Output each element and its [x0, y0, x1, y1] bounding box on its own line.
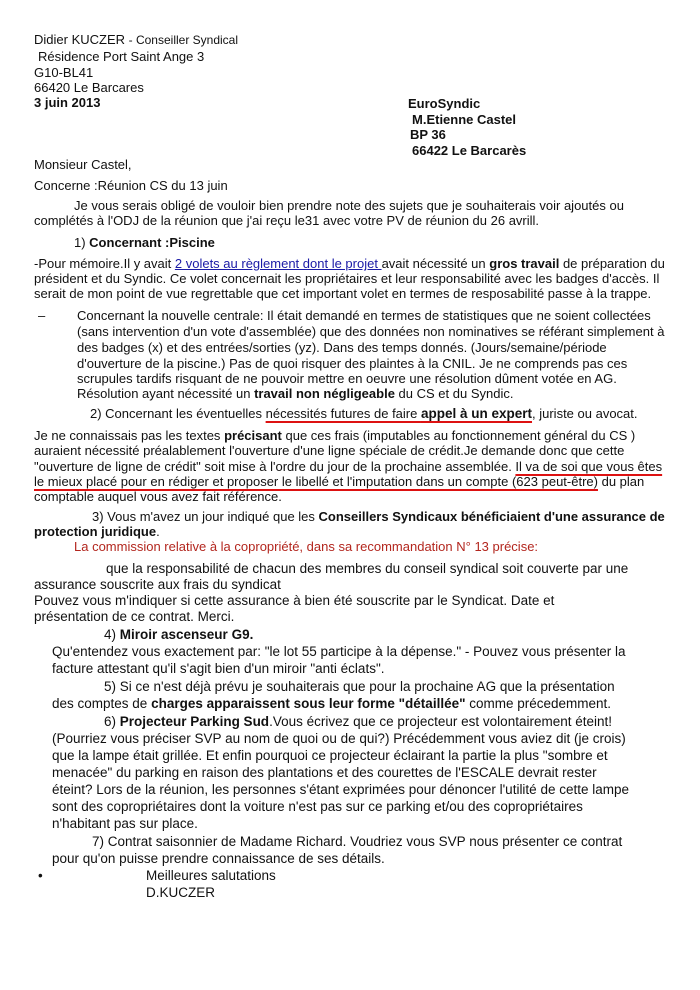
s6-line-2: que la lampe était grillée. Et enfin pourquoi ce projecteur éclairant la partie la plus "sombre et: [52, 748, 608, 763]
s1-memo-text-c: de préparation du: [559, 256, 665, 271]
s4-line-1: Qu'entendez vous exactement par: "le lot 55 participe à la dépense." - Pouvez vous présenter la: [52, 644, 626, 659]
s2-para-line-3: [34, 459, 662, 475]
s1-memo-line-3: serait de mon point de vue regrettable que cet important volet en termes de resposabilité passe à la trappe.: [34, 286, 652, 301]
s3-quote-line-2: assurance souscrite aux frais du syndicat: [34, 577, 281, 592]
s2-text-b: que ces frais (imputables au fonctionnement général du CS ): [281, 428, 636, 443]
s6-line-1: (Pourriez vous préciser SVP au nom de quoi ou de qui?) Précédemment vous aviez dit (je crois): [52, 731, 626, 746]
s2-underlined: [266, 406, 532, 421]
s2-text-3: "ouverture de ligne de crédit" soit mise à l'ordre du jour de la prochaine assemblée.: [34, 459, 516, 474]
s2-expert-bold: appel à un expert: [420, 406, 533, 421]
s4-number: 4): [104, 627, 120, 642]
s6-line-6: n'habitant pas sur place.: [52, 816, 198, 831]
letter-date: 3 juin 2013: [34, 95, 101, 110]
s1-centrale-text: Résolution ayant nécessité un: [77, 386, 255, 401]
s2-underlined-text: nécessités futures de faire: [265, 406, 421, 421]
s1-centrale-line-5: scrupules tardifs risquant de ne pouvoir mettre en oeuvre une résolution dûment votée en AG.: [77, 371, 617, 386]
s2-text: Je ne connaissais pas les textes: [34, 428, 225, 443]
closing-bullet: •: [38, 868, 43, 883]
s1-centrale-line-4: d'ouverture de la piscine.) Pas de quoi risquer des plaintes à la CNIL. Je ne comprends pas ces: [77, 356, 628, 371]
s2-bold: précisant: [224, 428, 282, 443]
s6-line-5: sont des copropriétaires dont la voiture n'est pas sur ce parking et/ou des copropriétaires: [52, 799, 583, 814]
salutation: Monsieur Castel,: [34, 157, 132, 172]
s1-centrale-line-2: (sans intervention d'un vote d'assemblée) que des données non nominatives se référant simplement à: [77, 324, 665, 339]
section-1-number: 1): [74, 235, 90, 250]
s3-bold-2: protection juridique: [34, 524, 157, 539]
s6-line-4: éteint? Lors de la réunion, les personnes s'étant exprimées pour dénoncer l'utilité de cette lampe: [52, 782, 629, 797]
s3-text: 3) Vous m'avez un jour indiqué que les: [92, 509, 319, 524]
s3-commission: La commission relative à la copropriété, dans sa recommandation N° 13 précise:: [74, 539, 539, 554]
sender-unit: G10-BL41: [34, 65, 94, 80]
s6-line-3: menacée" du parking en raison des plantations et des courettes de l'ESCALE devrait rester: [52, 765, 597, 780]
sender-city: 66420 Le Barcares: [34, 80, 144, 95]
s1-centrale-line-6: [77, 386, 513, 402]
section-3-line-1: [92, 509, 665, 525]
s4-line-2: facture attestant qu'il s'agit bien d'un miroir "anti éclats".: [52, 661, 385, 676]
recipient-city: 66422 Le Barcarès: [412, 143, 527, 158]
s3-ask-line-1: Pouvez vous m'indiquer si cette assurance à bien été souscrite par le Syndicat. Date et: [34, 593, 555, 608]
sender-residence: Résidence Port Saint Ange 3: [38, 49, 205, 64]
s2-para-line-4: [34, 474, 644, 490]
recipient-person: M.Etienne Castel: [412, 112, 517, 127]
section-4-heading: [104, 627, 253, 643]
s5-line-2: [52, 696, 611, 712]
s4-title: Miroir ascenseur G9.: [119, 627, 254, 642]
s1-memo-line-2: président et du Syndic. Ce volet concernait les propriétaires et leur responsabilité avec les badges d'accès. Il: [34, 271, 660, 286]
s2-heading-tail: , juriste ou avocat.: [532, 406, 638, 421]
s3-dot: .: [156, 524, 160, 539]
s7-line-2: pour qu'on puisse prendre connaissance de ses détails.: [52, 851, 385, 866]
s1-memo-line-1: [34, 256, 665, 272]
s2-heading-text: 2) Concernant les éventuelles: [90, 406, 266, 421]
s1-memo-bold: gros travail: [489, 256, 560, 271]
s3-quote-line-1: que la responsabilité de chacun des membres du conseil syndical soit couverte par une: [106, 561, 629, 576]
s6-number: 6): [104, 714, 120, 729]
s6-heading-rest: .Vous écrivez que ce projecteur est volontairement éteint!: [269, 714, 613, 729]
section-1-title: Concernant :Piscine: [89, 235, 215, 250]
section-6-heading: [104, 714, 612, 730]
s6-title: Projecteur Parking Sud: [119, 714, 270, 729]
s2-para-line-2: auraient nécessité préalablement l'ouverture d'une ligne spéciale de crédit.Je demande donc que cette: [34, 443, 625, 458]
recipient-bp: BP 36: [410, 127, 446, 142]
sender-name-line: [34, 32, 238, 48]
s2-underlined-4: le mieux placé pour en rédiger et proposer le libellé et l'imputation dans un compte (623 peut-être): [34, 474, 598, 489]
intro-line-1: Je vous serais obligé de vouloir bien prendre note des sujets que je souhaiterais voir ajoutés ou: [74, 198, 624, 213]
s1-memo-text-b: avait nécessité un: [381, 256, 490, 271]
s1-memo-link[interactable]: 2 volets au règlement dont le projet: [174, 256, 382, 271]
signature: D.KUCZER: [146, 885, 216, 900]
s5-text: des comptes de: [52, 696, 152, 711]
s2-underlined-3: Il va de soi que vous êtes: [515, 459, 663, 474]
section-3-line-2: [34, 524, 160, 540]
s1-centrale-bold: travail non négligeable: [254, 386, 395, 401]
s3-bold-1: Conseillers Syndicaux bénéficiaient d'une assurance de: [318, 509, 665, 524]
section-2-heading: [90, 406, 638, 422]
s1-centrale-line-1: Concernant la nouvelle centrale: Il était demandé en termes de statistiques que ne soient collectées: [77, 308, 651, 323]
s5-bold: charges apparaissent sous leur forme "détaillée": [151, 696, 466, 711]
sender-role: - Conseiller Syndical: [128, 33, 239, 47]
s1-centrale-line-3: des badges (x) et des entrées/sorties (yz). Dans des temps donnés. (Jours/semaine/période: [77, 340, 607, 355]
s3-ask-line-2: présentation de ce contrat. Merci.: [34, 609, 235, 624]
sender-name: Didier KUCZER: [34, 32, 126, 47]
s2-para-line-1: [34, 428, 635, 444]
s1-bullet: –: [38, 308, 46, 323]
s2-text-4: du plan: [597, 474, 645, 489]
closing-text: Meilleures salutations: [146, 868, 276, 883]
recipient-company: EuroSyndic: [408, 96, 481, 111]
s1-memo-text: -Pour mémoire.Il y avait: [34, 256, 175, 271]
s2-para-line-5: comptable auquel vous avez fait référence.: [34, 489, 282, 504]
s7-line-1: 7) Contrat saisonnier de Madame Richard. Voudriez vous SVP nous présenter ce contrat: [92, 834, 623, 849]
s1-centrale-text-b: du CS et du Syndic.: [394, 386, 514, 401]
s5-text-b: comme précedemment.: [465, 696, 612, 711]
intro-line-2: complétés à l'ODJ de la réunion que j'ai reçu le31 avec votre PV de réunion du 26 avrill.: [34, 213, 540, 228]
section-1-heading: [74, 235, 215, 251]
s5-line-1: 5) Si ce n'est déjà prévu je souhaiterais que pour la prochaine AG que la présentation: [104, 679, 615, 694]
subject: Concerne :Réunion CS du 13 juin: [34, 178, 228, 193]
